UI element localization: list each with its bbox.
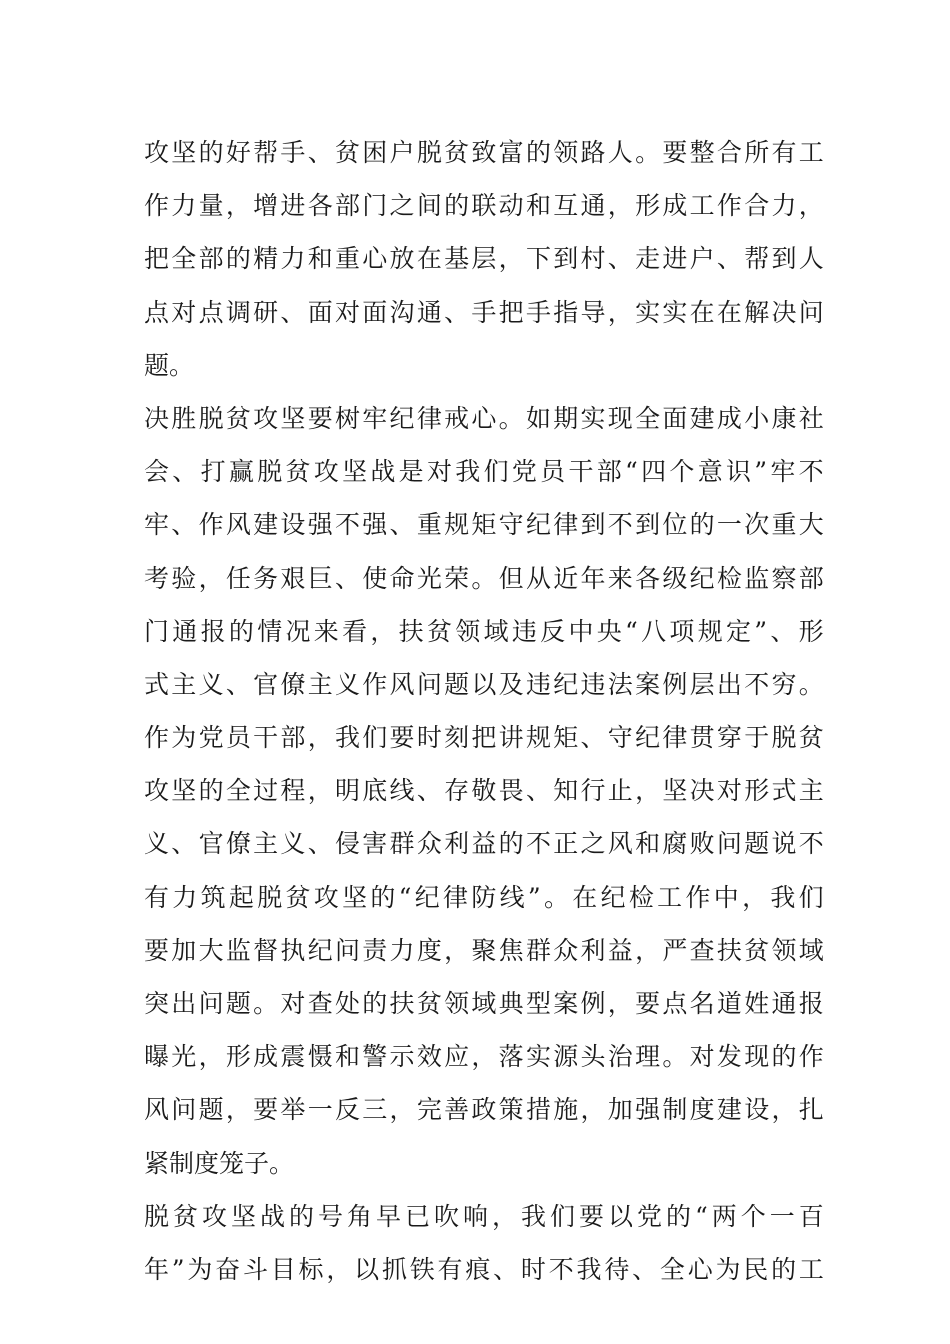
text-line: 式 主 义 、 官 僚 主 义 作 风 问 题 以 及 违 纪 违 法 案 例 层 出 不 穷 。 [144, 669, 824, 699]
text-line: 要 加 大 监 督 执 纪 问 责 力 度 ， 聚 焦 群 众 利 益 ， 严 查 扶 贫 领 域 [144, 935, 824, 965]
body-text [144, 126, 824, 1296]
text-line: 有 力 筑 起 脱 贫 攻 坚 的 “ 纪 律 防 线 ” 。 在 纪 检 工 作 中 ， 我 们 [144, 882, 824, 912]
text-line: 把 全 部 的 精 力 和 重 心 放 在 基 层 ， 下 到 村 、 走 进 户 、 帮 到 人 [144, 244, 824, 274]
text-line: 脱 贫 攻 坚 战 的 号 角 早 已 吹 响 ， 我 们 要 以 党 的 “ 两 个 一 百 [144, 1201, 824, 1231]
text-line: 攻 坚 的 全 过 程 ， 明 底 线 、 存 敬 畏 、 知 行 止 ， 坚 决 对 形 式 主 [144, 776, 824, 806]
text-line: 突 出 问 题 。 对 查 处 的 扶 贫 领 域 典 型 案 例 ， 要 点 名 道 姓 通 报 [144, 989, 824, 1018]
text-line: 年 ” 为 奋 斗 目 标 ， 以 抓 铁 有 痕 、 时 不 我 待 、 全 心 为 民 的 工 [144, 1254, 824, 1284]
text-line: 决 胜 脱 贫 攻 坚 要 树 牢 纪 律 戒 心 。 如 期 实 现 全 面 建 成 小 康 社 [144, 403, 824, 433]
text-line: 会 、 打 赢 脱 贫 攻 坚 战 是 对 我 们 党 员 干 部 “ 四 个 意 识 ” 牢 不 [144, 457, 824, 487]
text-line: 义 、 官 僚 主 义 、 侵 害 群 众 利 益 的 不 正 之 风 和 腐 败 问 题 说 不 [144, 829, 824, 859]
text-line: 点 对 点 调 研 、 面 对 面 沟 通 、 手 把 手 指 导 ， 实 实 在 在 解 决 问 [144, 297, 824, 327]
text-line: 作 为 党 员 干 部 ， 我 们 要 时 刻 把 讲 规 矩 、 守 纪 律 贯 穿 于 脱 贫 [144, 723, 824, 753]
text-line: 门 通 报 的 情 况 来 看 ， 扶 贫 领 域 违 反 中 央 “ 八 项 规 定 ” 、 形 [144, 616, 824, 646]
text-line: 攻 坚 的 好 帮 手 、 贫 困 户 脱 贫 致 富 的 领 路 人 。 要 整 合 所 有 工 [144, 138, 824, 167]
text-line: 紧制度笼子。 [144, 1148, 295, 1178]
text-line: 考 验 ， 任 务 艰 巨 、 使 命 光 荣 。 但 从 近 年 来 各 级 纪 检 监 察 部 [144, 563, 824, 593]
text-line: 曝 光 ， 形 成 震 慑 和 警 示 效 应 ， 落 实 源 头 治 理 。 对 发 现 的 作 [144, 1042, 824, 1072]
text-line: 作 力 量 ， 增 进 各 部 门 之 间 的 联 动 和 互 通 ， 形 成 工 作 合 力 ， [144, 191, 824, 221]
text-line: 题。 [144, 350, 195, 380]
text-line: 牢 、 作 风 建 设 强 不 强 、 重 规 矩 守 纪 律 到 不 到 位 的 一 次 重 大 [144, 510, 824, 540]
text-line: 风 问 题 ， 要 举 一 反 三 ， 完 善 政 策 措 施 ， 加 强 制 度 建 设 ， 扎 [144, 1095, 824, 1125]
